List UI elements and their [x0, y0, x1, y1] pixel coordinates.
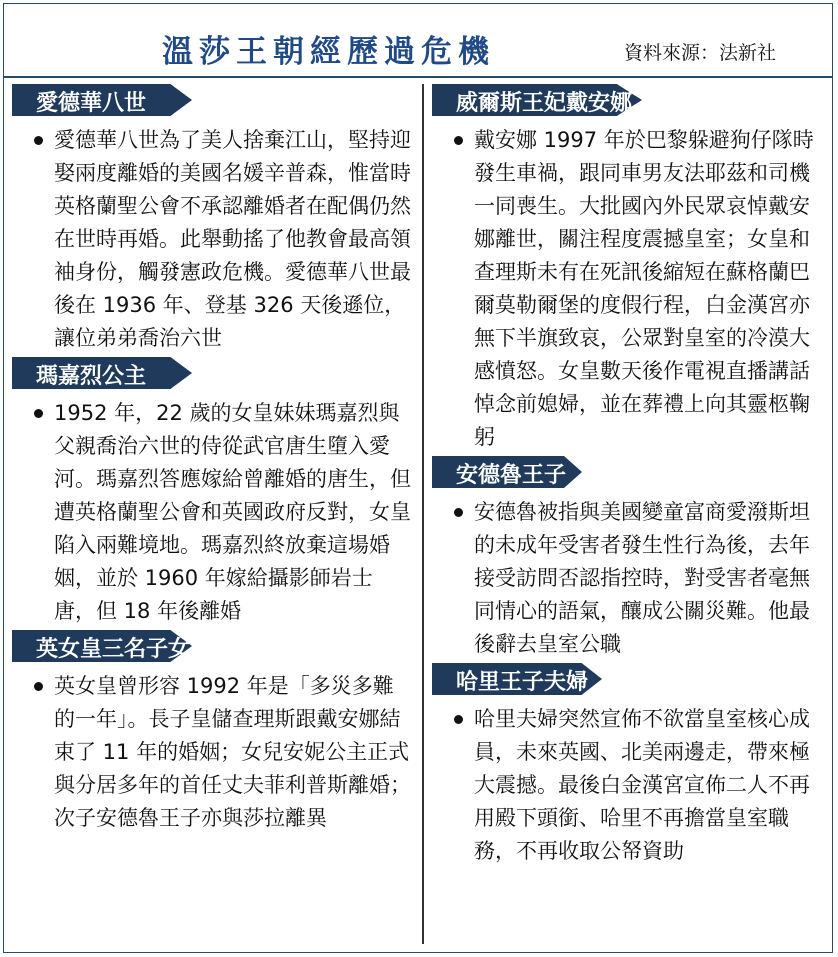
section-body-text: 安德魯被指與美國變童富商愛潑斯坦的未成年受害者發生性行為後，去年接受訪問否認指控時，對受害者毫無同情心的語氣，釀成公關災難。他最後辭去皇室公職	[474, 500, 810, 656]
section-title-banner	[432, 456, 827, 488]
page-title: 溫莎王朝經歷過危機	[162, 34, 495, 70]
section-title: 哈里王子夫婦	[456, 669, 589, 695]
right-column	[432, 84, 827, 870]
bullet-icon	[454, 508, 463, 517]
column-divider	[422, 84, 424, 944]
section-body-text: 哈里夫婦突然宣佈不欲當皇室核心成員，未來英國、北美兩邊走，帶來極大震撼。最後白金漢宮宣佈二人不再用殿下頭銜、哈里不再擔當皇室職務，不再收取公帑資助	[474, 707, 810, 863]
bullet-icon	[34, 682, 43, 691]
section-body-text: 英女皇曾形容 1992 年是「多災多難的一年」。長子皇儲查理斯跟戴安娜結束了 11 年的婚姻；女兒安妮公主正式與分居多年的首任丈夫菲利普斯離婚；次子安德魯王子亦與莎拉離異	[54, 674, 411, 830]
bullet-icon	[34, 136, 43, 145]
section-body	[432, 703, 827, 868]
section-title: 瑪嘉烈公主	[36, 363, 147, 389]
section-body	[12, 124, 412, 355]
bullet-icon	[34, 409, 43, 418]
section-title-banner	[12, 630, 412, 662]
section-diana	[432, 84, 827, 454]
infographic-frame	[3, 3, 833, 953]
section-prince-andrew	[432, 456, 827, 661]
section-title: 英女皇三名子女	[36, 636, 191, 662]
section-prince-harry	[432, 663, 827, 868]
source-credit: 資料來源：法新社	[624, 42, 777, 64]
section-body-text: 1952 年，22 歲的女皇妹妹瑪嘉烈與父親喬治六世的侍從武官唐生墮入愛河。瑪嘉烈答應嫁給曾離婚的唐生，但遭英格蘭聖公會和英國政府反對，女皇陷入兩難境地。瑪嘉烈終放棄這場婚姻，並於 1960 年嫁給攝影師岩士唐，但 18 年後離婚	[54, 401, 411, 623]
section-body	[432, 496, 827, 661]
section-edward-viii	[12, 84, 412, 355]
section-body-text: 戴安娜 1997 年於巴黎躲避狗仔隊時發生車禍，跟同車男友法耶茲和司機一同喪生。大批國內外民眾哀悼戴安娜離世，關注程度震撼皇室；女皇和查理斯未有在死訊後縮短在蘇格蘭巴爾莫勒爾堡的度假行程，白金漢宮亦無下半旗致哀，公眾對皇室的冷漠大感憤怒。女皇數天後作電視直播講話悼念前媳婦，並在葬禮上向其靈柩鞠躬	[474, 128, 814, 449]
section-body	[12, 397, 412, 628]
section-title-banner	[432, 84, 827, 116]
bullet-icon	[454, 715, 463, 724]
section-title-banner	[432, 663, 827, 695]
header	[4, 4, 832, 78]
left-column	[12, 84, 412, 837]
section-queen-children	[12, 630, 412, 835]
section-body	[432, 124, 827, 454]
bullet-icon	[454, 136, 463, 145]
section-body-text: 愛德華八世為了美人捨棄江山，堅持迎娶兩度離婚的美國名媛辛普森，惟當時英格蘭聖公會不承認離婚者在配偶仍然在世時再婚。此舉動搖了他教會最高領袖身份，觸發憲政危機。愛德華八世最後在 1936 年、登基 326 天後遜位，讓位弟弟喬治六世	[54, 128, 411, 350]
section-title: 威爾斯王妃戴安娜	[456, 90, 633, 116]
section-title-banner	[12, 357, 412, 389]
section-body	[12, 670, 412, 835]
section-title: 愛德華八世	[36, 90, 147, 116]
section-title-banner	[12, 84, 412, 116]
section-title: 安德魯王子	[456, 462, 567, 488]
section-princess-margaret	[12, 357, 412, 628]
